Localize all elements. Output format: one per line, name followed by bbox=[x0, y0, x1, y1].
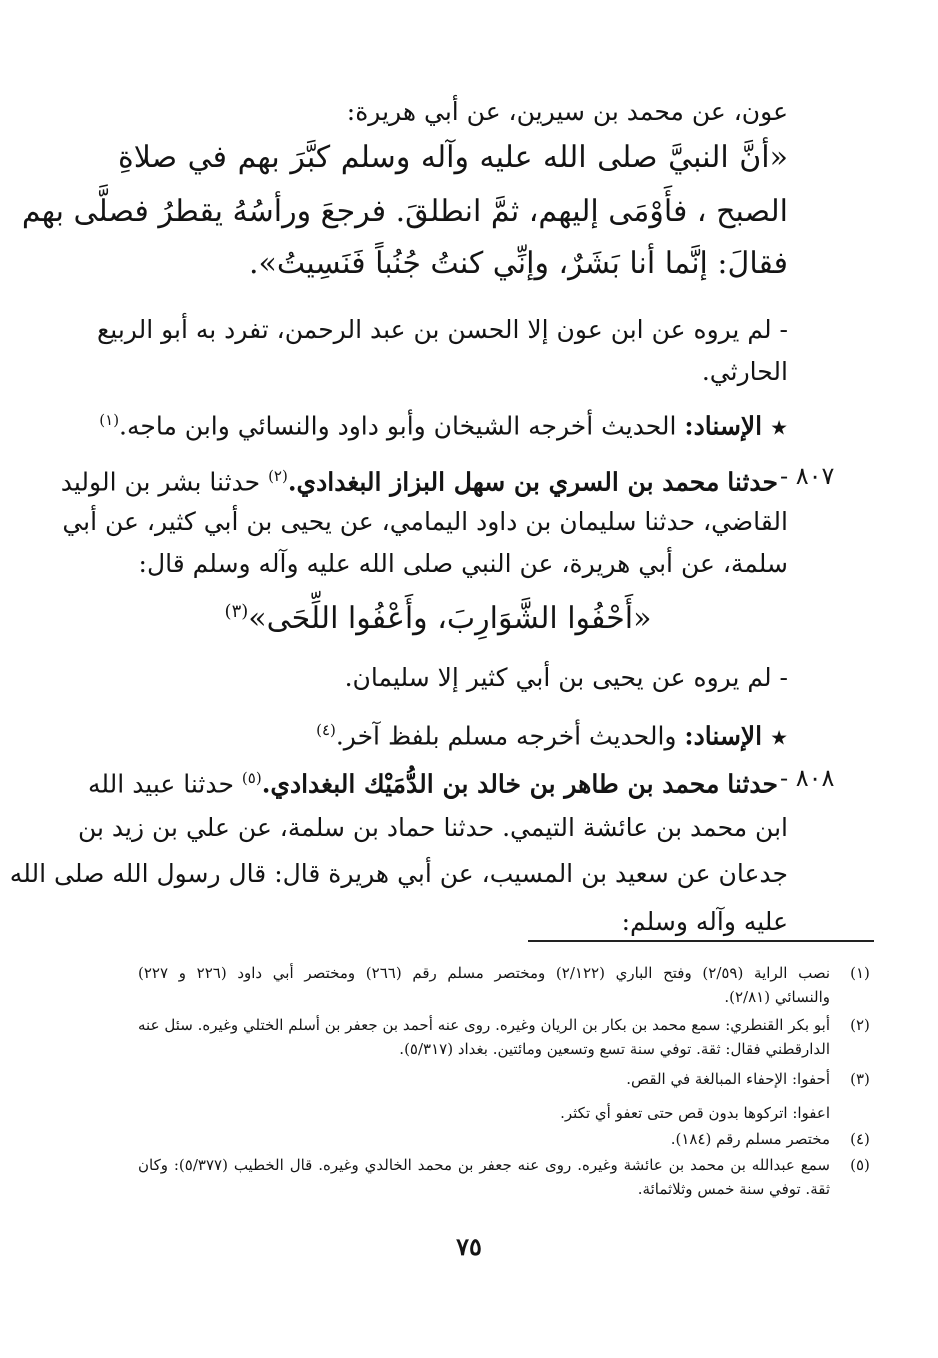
footnote-divider bbox=[528, 940, 874, 942]
hadith-807-matn: «أَحْفُوا الشَّوَارِبَ، وأَعْفُوا اللِّحَى»$^{(٣)}$ bbox=[224, 601, 652, 636]
hadith-number-807: ٨٠٧ - bbox=[780, 462, 835, 490]
narrator-name: محمد بن طاهر بن خالد بن الدُّمَيْك البغدادي. bbox=[261, 769, 720, 799]
footnote-1-line-1: نصب الراية (٢/٥٩) وفتح الباري (٢/١٢٢) ومختصر مسلم رقم (٢٦٦) ومختصر أبي داود (٢٢٦ و ٢٢٧) bbox=[138, 964, 831, 982]
hadith-807-line-1 bbox=[60, 456, 778, 502]
footnote-number-5: (٥) bbox=[850, 1156, 870, 1174]
footnote-5-line-2: ثقة. توفي سنة خمس وثلاثمائة. bbox=[637, 1180, 830, 1198]
text-line-10: سلمة، عن أبي هريرة، عن النبي صلى الله عليه وآله وسلم قال: bbox=[138, 549, 788, 578]
hadith-line-1: «أنَّ النبيَّ صلى الله عليه وآله وسلم كبَّرَ بهم في صلاةِ bbox=[118, 140, 788, 175]
hadith-line-2: الصبح ، فأَوْمَى إليهم، ثمَّ انطلقَ. فرجعَ ورأسُهُ يقطرُ فصلَّى بهم bbox=[21, 194, 788, 229]
footnote-ref-3: (٣) bbox=[224, 601, 249, 622]
text-line-9: القاضي، حدثنا سليمان بن داود اليمامي، عن يحيى بن أبي كثير، عن أبي bbox=[62, 507, 788, 536]
footnote-number-2: (٢) bbox=[850, 1016, 870, 1034]
text-line-16: جدعان عن سعيد بن المسيب، عن أبي هريرة قال: قال رسول الله صلى الله bbox=[9, 859, 788, 888]
footnote-number-3: (٣) bbox=[850, 1070, 870, 1088]
hadith-807-tail: حدثنا بشر بن الوليد bbox=[60, 467, 261, 497]
text-line-6: الحارثي. bbox=[701, 357, 788, 386]
footnote-5-line-1: سمع عبدالله بن محمد بن عائشة وغيره. روى عنه جعفر بن محمد الخالدي وغيره. قال الخطيب (٥/٣٧٧): وكان bbox=[138, 1156, 830, 1174]
footnote-ref-4: (٤) bbox=[316, 721, 336, 739]
footnote-2-line-1: أبو بكر القنطري: سمع محمد بن بكار بن الريان وغيره. روى عنه أحمد بن جعفر بن أسلم الختلي وغيره. سئل عنه bbox=[138, 1016, 830, 1034]
footnote-ref-5: (٥) bbox=[241, 769, 262, 787]
isnad-line-2 bbox=[118, 710, 788, 757]
text-line-5: - لم يروه عن ابن عون إلا الحسن بن عبد الرحمن، تفرد به أبو الربيع bbox=[96, 315, 788, 344]
isnad-text: والحديث أخرجه مسلم بلفظ آخر. bbox=[335, 721, 677, 751]
hadith-line-3: فقالَ: إنَّما أنا بَشَرٌ، وإنِّي كنتُ جُنُباً فَنَسِيتُ». bbox=[249, 246, 788, 281]
text-line-12: - لم يروه عن يحيى بن أبي كثير إلا سليمان. bbox=[344, 663, 788, 692]
page-number: ٧٥ bbox=[456, 1232, 482, 1261]
isnad-label: الإسناد: bbox=[684, 411, 763, 441]
hadith-808-tail: حدثنا عبيد الله bbox=[88, 769, 234, 799]
footnote-3-line-2: اعفوا: اتركوها بدون قص حتى تعفو أي تكثر. bbox=[560, 1104, 830, 1122]
footnote-4-line-1: مختصر مسلم رقم (١٨٤). bbox=[670, 1130, 830, 1148]
footnote-number-4: (٤) bbox=[850, 1130, 870, 1148]
text-line-1: عون، عن محمد بن سيرين، عن أبي هريرة: bbox=[346, 97, 788, 126]
hadith-number-808: ٨٠٨ - bbox=[780, 764, 835, 792]
footnote-3-line-1: أحفوا: الإحفاء المبالغة في القص. bbox=[626, 1070, 830, 1088]
haddathana-label: حدثنا bbox=[727, 467, 778, 497]
footnote-ref-1: (١) bbox=[99, 411, 120, 429]
haddathana-label: حدثنا bbox=[727, 769, 778, 799]
isnad-text: الحديث أخرجه الشيخان وأبو داود والنسائي وابن ماجه. bbox=[119, 411, 677, 441]
star-icon: ★ bbox=[770, 415, 788, 440]
footnote-ref-2: (٢) bbox=[268, 467, 288, 485]
hadith-808-line-1 bbox=[88, 758, 778, 804]
footnote-number-1: (١) bbox=[850, 964, 870, 982]
narrator-name: محمد بن السري بن سهل البزاز البغدادي. bbox=[287, 467, 720, 497]
text-line-17: عليه وآله وسلم: bbox=[621, 907, 788, 936]
footnote-2-line-2: الدارقطني فقال: ثقة. توفي سنة تسع وتسعين ومائتين. بغداد (٥/٣١٧). bbox=[399, 1040, 830, 1058]
star-icon: ★ bbox=[770, 725, 788, 750]
footnote-1-line-2: والنسائي (٢/٨١). bbox=[724, 988, 830, 1006]
isnad-label: الإسناد: bbox=[684, 721, 763, 751]
isnad-line-1 bbox=[99, 400, 788, 447]
text-line-15: ابن محمد بن عائشة التيمي. حدثنا حماد بن سلمة، عن علي بن زيد بن bbox=[77, 813, 788, 842]
